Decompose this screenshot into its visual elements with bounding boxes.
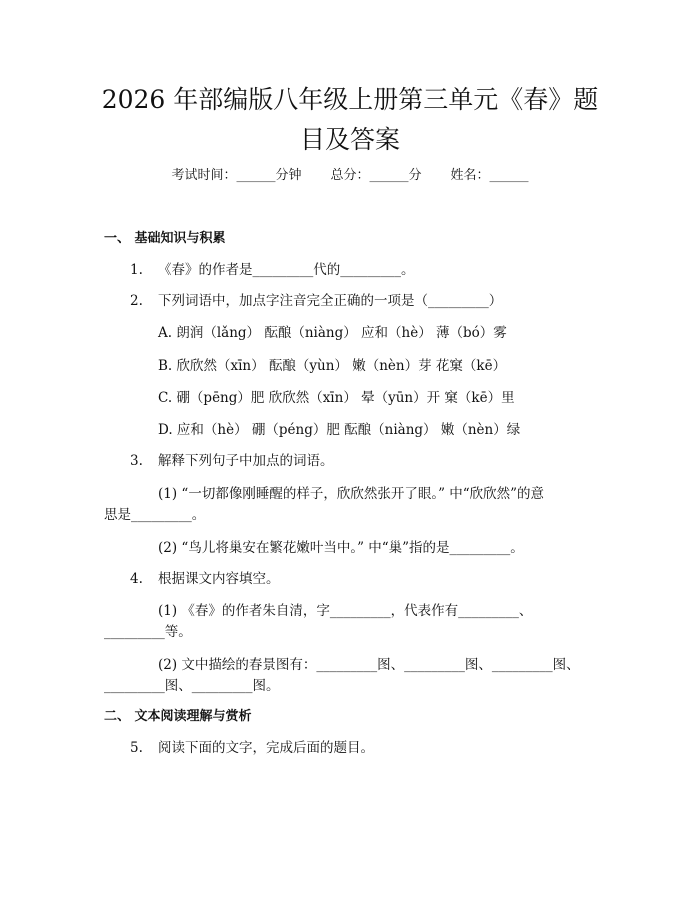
question-number: 4. bbox=[130, 571, 143, 587]
q3-sub1-line1: (1) “一切都像刚睡醒的样子，欣欣然张开了眼。” 中“欣欣然”的意 bbox=[158, 486, 545, 502]
q3-sub1-line2: 思是_________。 bbox=[104, 507, 206, 523]
question-text: 《春》的作者是_________代的_________。 bbox=[158, 262, 415, 278]
exam-time-field: 考试时间：______分钟 bbox=[171, 168, 302, 183]
q3-sub2: (2) “鸟儿将巢安在繁花嫩叶当中。” 中“巢”指的是_________。 bbox=[158, 540, 524, 556]
question-number: 2. bbox=[130, 293, 143, 309]
option-b: B. 欣欣然（xīn） 酝酿（yùn） 嫩（nèn）芽 花窠（kē） bbox=[158, 358, 507, 374]
student-name-field: 姓名：______ bbox=[450, 168, 529, 183]
question-3 bbox=[130, 451, 334, 471]
question-text: 根据课文内容填空。 bbox=[158, 571, 280, 587]
q4-sub2-line1: (2) 文中描绘的春景图有：_________图、_________图、_________图、 bbox=[158, 657, 580, 673]
section-heading-2: 二、 文本阅读理解与赏析 bbox=[104, 709, 252, 724]
option-c: C. 硼（pēng）肥 欣欣然（xīn） 晕（yūn）开 窠（kē）里 bbox=[158, 390, 515, 406]
title-line-1: 2026 年部编版八年级上册第三单元《春》题 bbox=[101, 85, 599, 114]
section-heading-1: 一、 基础知识与积累 bbox=[104, 231, 226, 246]
question-2 bbox=[130, 291, 502, 311]
option-d: D. 应和（hè） 硼（péng）肥 酝酿（niàng） 嫩（nèn）绿 bbox=[158, 422, 521, 438]
exam-meta bbox=[0, 166, 700, 186]
question-4 bbox=[130, 569, 280, 589]
question-number: 3. bbox=[130, 453, 143, 469]
question-5 bbox=[130, 738, 374, 758]
question-number: 1. bbox=[130, 262, 143, 278]
total-score-field: 总分：______分 bbox=[330, 168, 422, 183]
question-text: 解释下列句子中加点的词语。 bbox=[158, 453, 334, 469]
title-line-2: 目及答案 bbox=[299, 125, 400, 154]
question-text: 下列词语中，加点字注音完全正确的一项是（_________） bbox=[158, 293, 503, 309]
question-number: 5. bbox=[130, 740, 143, 756]
q4-sub1-line1: (1) 《春》的作者朱自清，字_________，代表作有_________、 bbox=[158, 603, 533, 619]
exam-title bbox=[60, 80, 640, 160]
q4-sub1-line2: _________等。 bbox=[104, 624, 192, 640]
q4-sub2-line2: _________图、_________图。 bbox=[104, 678, 280, 694]
question-text: 阅读下面的文字，完成后面的题目。 bbox=[158, 740, 374, 756]
option-a: A. 朗润（lǎng） 酝酿（niàng） 应和（hè） 薄（bó）雾 bbox=[158, 325, 507, 341]
question-1 bbox=[130, 260, 415, 280]
